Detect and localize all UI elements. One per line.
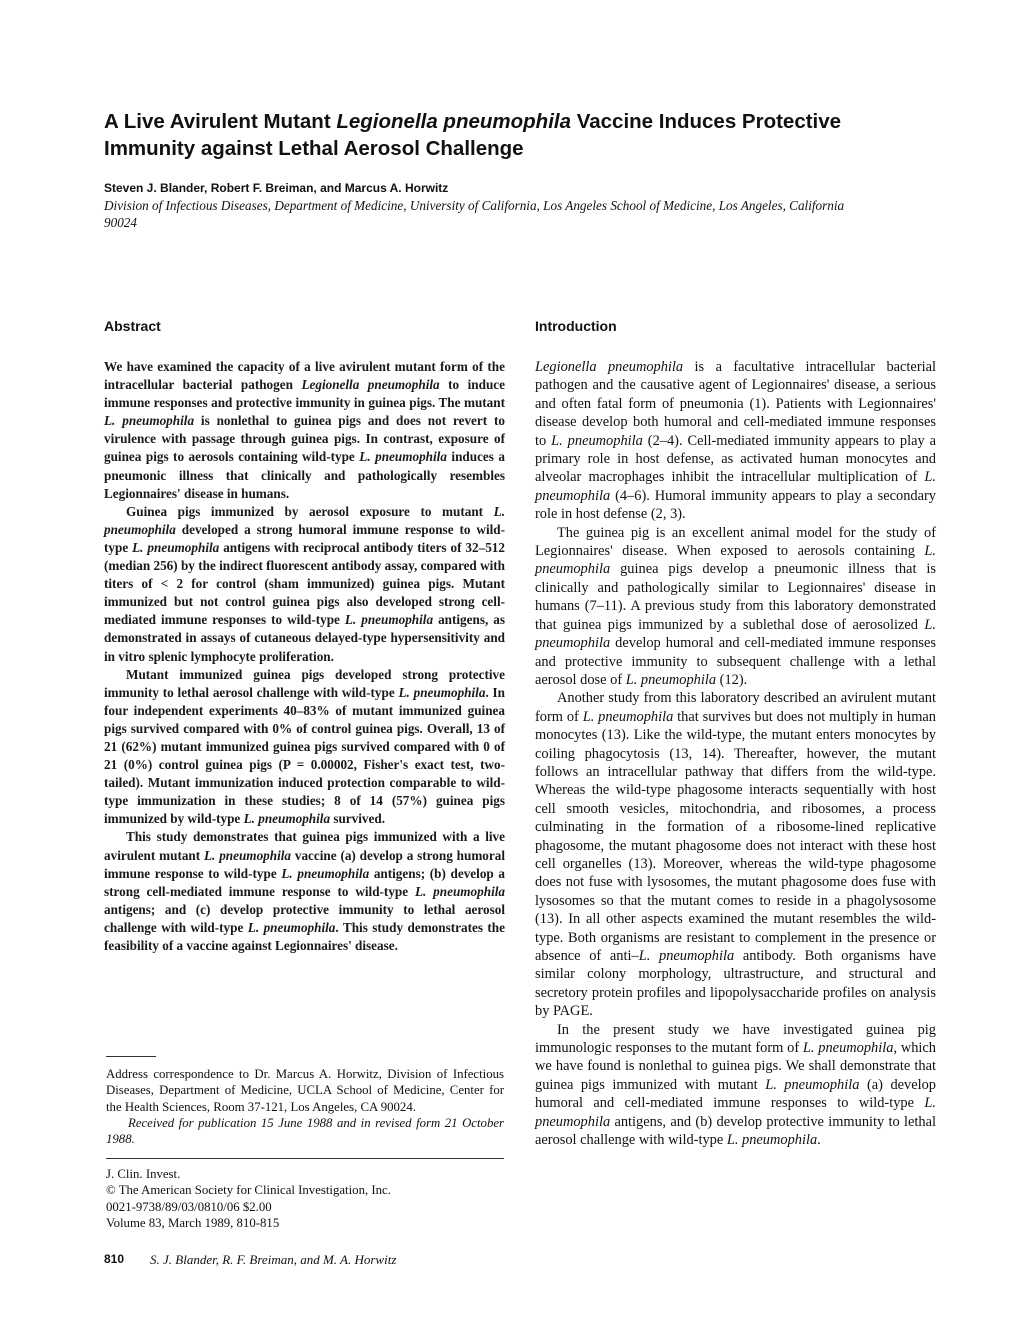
introduction-heading: Introduction <box>535 318 617 334</box>
issn-line: 0021-9738/89/03/0810/06 $2.00 <box>106 1199 272 1214</box>
article-title: A Live Avirulent Mutant Legionella pneumophila Vaccine Induces Protective Immunity against Lethal Aerosol Challenge <box>104 110 842 160</box>
intro-paragraph: Legionella pneumophila is a facultative intracellular bacterial pathogen and the causative agent of Legionnaires' disease, a serious and often fatal form of pneumonia (1). Patients with Legionnaires' disease develop both humoral and cell-mediated immune responses to L. pneumophila (2–4). Cell-mediated immunity appears to play a primary role in host defense, as activated human monocytes and alveolar macrophages inhibit the intracellular multiplication of L. pneumophila (4–6). Humoral immunity appears to play a secondary role in host defense (2, 3). <box>535 359 936 523</box>
affiliation: Division of Infectious Diseases, Department of Medicine, University of California, Los Angeles School of Medicine, Los Angeles, California 90024 <box>104 198 845 230</box>
abstract-paragraph: This study demonstrates that guinea pigs immunized with a live avirulent mutant L. pneumophila vaccine (a) develop a strong humoral immune response to wild-type L. pneumophila antigens; (b) develop a strong cell-mediated immune response to wild-type L. pneumophila antigens; and (c) develop protective immunity to lethal aerosol challenge with wild-type L. pneumophila. This study demonstrates the feasibility of a vaccine against Legionnaires' disease. <box>104 829 506 953</box>
author-list: Steven J. Blander, Robert F. Breiman, and Marcus A. Horwitz <box>104 181 449 195</box>
running-footer: S. J. Blander, R. F. Breiman, and M. A. Horwitz <box>150 1252 397 1267</box>
abstract-paragraph: Guinea pigs immunized by aerosol exposure to mutant L. pneumophila developed a strong humoral immune response to wild-type L. pneumophila antigens with reciprocal antibody titers of 32–512 (median 256) by the indirect fluorescent antibody assay, compared with titers of < 2 for control (sham immunized) guinea pigs. Mutant immunized but not control guinea pigs also developed strong cell-mediated immune responses to wild-type L. pneumophila antigens, as demonstrated in assays of cutaneous delayed-type hypersensitivity and in vitro splenic lymphocyte proliferation. <box>104 503 505 664</box>
abstract-paragraph: We have examined the capacity of a live avirulent mutant form of the intracellular bacterial pathogen Legionella pneumophila to induce immune responses and protective immunity in guinea pigs. The mutant L. pneumophila is nonlethal to guinea pigs and does not revert to virulence with passage through guinea pigs. In contrast, exposure of guinea pigs to aerosols containing wild-type L. pneumophila induces a pneumonic illness that clinically and pathologically resembles Legionnaires' disease in humans. <box>104 359 506 501</box>
introduction-body <box>535 358 936 1149</box>
intro-paragraph: The guinea pig is an excellent animal model for the study of Legionnaires' disease. When exposed to aerosols containing L. pneumophila guinea pigs develop a pneumonic illness that is clinically and pathologically similar to Legionnaires' disease in humans (7–11). A previous study from this laboratory demonstrated that guinea pigs immunized by a sublethal dose of aerosolized L. pneumophila develop humoral and cell-mediated immune responses and protective immunity to subsequent challenge with a lethal aerosol dose of L. pneumophila (12). <box>535 524 936 688</box>
correspondence-address: Address correspondence to Dr. Marcus A. Horwitz, Division of Infectious Diseases, Department of Medicine, UCLA School of Medicine, Center for the Health Sciences, Room 37-121, Los Angeles, CA 90024. <box>106 1067 504 1114</box>
copyright-line: © The American Society for Clinical Investigation, Inc. <box>106 1183 391 1198</box>
journal-name: J. Clin. Invest. <box>106 1167 181 1181</box>
correspondence-footnote <box>106 1066 504 1147</box>
abstract-body <box>104 358 505 955</box>
journal-info <box>106 1166 506 1231</box>
intro-paragraph: In the present study we have investigated guinea pig immunologic responses to the mutant form of L. pneumophila, which we have found is nonlethal to guinea pigs. We shall demonstrate that guinea pigs immunized with mutant L. pneumophila (a) develop humoral and cell-mediated immune responses to wild-type L. pneumophila antigens, and (b) develop protective immunity to lethal aerosol challenge with wild-type L. pneumophila. <box>535 1021 936 1149</box>
abstract-heading: Abstract <box>104 318 161 334</box>
intro-paragraph: Another study from this laboratory described an avirulent mutant form of L. pneumophila that survives but does not multiply in human monocytes (13). Like the wild-type, the mutant enters monocytes by coiling phagocytosis (13, 14). Thereafter, however, the mutant follows an intracellular pathway that differs from the wild-type. Whereas the wild-type phagosome interacts sequentially with host cell smooth vesicles, mitochondria, and ribosomes, a process culminating in the formation of a ribosome-lined replicative phagosome, the mutant phagosome does not interact with these host cell organelles (13). Moreover, whereas the wild-type phagosome does not fuse with lysosomes, the mutant phagosome does fuse with lysosomes so that the mutant comes to reside in a phagolysosome (13). In all other aspects examined the mutant resembles the wild-type. Both organisms are resistant to complement in the presence or absence of anti–L. pneumophila antibody. Both organisms have similar colony morphology, ultrastructure, and structural and secretory protein profiles and lipopolysaccharide profiles on analysis by PAGE. <box>535 690 937 1020</box>
journal-divider <box>106 1158 504 1159</box>
footnote-divider <box>106 1056 156 1057</box>
page-number: 810 <box>104 1252 125 1266</box>
received-dates: Received for publication 15 June 1988 and in revised form 21 October 1988. <box>106 1115 504 1147</box>
volume-line: Volume 83, March 1989, 810-815 <box>106 1215 280 1230</box>
abstract-paragraph: Mutant immunized guinea pigs developed strong protective immunity to lethal aerosol challenge with wild-type L. pneumophila. In four independent experiments 40–83% of mutant immunized guinea pigs survived compared with 0% of control guinea pigs. Overall, 13 of 21 (62%) mutant immunized guinea pigs survived compared with 0 of 21 (0%) control guinea pigs (P = 0.00002, Fisher's exact test, two-tailed). Mutant immunization induced protection comparable to wild-type immunization in these studies; 8 of 14 (57%) guinea pigs immunized by wild-type L. pneumophila survived. <box>104 666 505 827</box>
